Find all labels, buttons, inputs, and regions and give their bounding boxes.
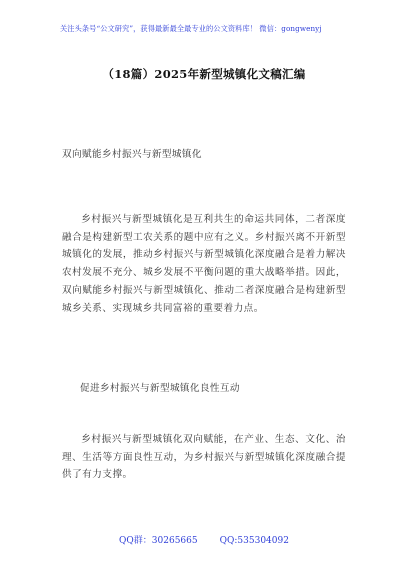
document-title: （18篇）2025年新型城镇化文稿汇编 — [102, 67, 306, 81]
section-heading-1: 双向赋能乡村振兴与新型城镇化 — [62, 149, 202, 160]
section-paragraph-2: 乡村振兴与新型城镇化双向赋能，在产业、生态、文化、治理、生活等方面良性互动，为乡村振兴与新型城镇化深度融合提供了有力支撑。 — [62, 434, 346, 481]
section-paragraph-1: 乡村振兴与新型城镇化是互利共生的命运共同体，二者深度融合是构建新型工农关系的题中应有之义。乡村振兴离不开新型城镇化的发展，推动乡村振兴与新型城镇化深度融合是着力解决农村发展不充分、城乡发展不平衡问题的重大战略举措。因此，双向赋能乡村振兴与新型城镇化、推动二者深度融合是构建新型城乡关系、实现城乡共同富裕的重要着力点。 — [62, 214, 346, 314]
footer-qq-number: QQ:535304092 — [219, 536, 289, 546]
header-banner: 关注头条号“公文研究”，获得最新最全最专业的公文资料库！ 微信：gongwenyj — [60, 24, 322, 33]
footer-qq-group: QQ群：30265665 — [119, 536, 198, 546]
footer-contact — [0, 533, 408, 546]
section-heading-2: 促进乡村振兴与新型城镇化良性互动 — [80, 383, 240, 394]
